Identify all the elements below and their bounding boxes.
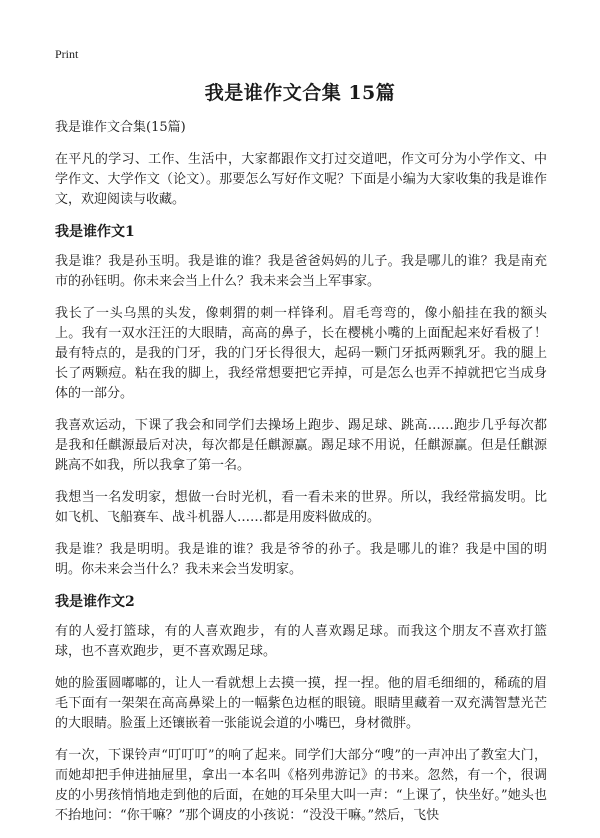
print-link[interactable]: Print (55, 47, 79, 61)
paragraph: 我想当一名发明家，想做一台时光机，看一看未来的世界。所以，我经常搞发明。比如飞机、飞船赛车、战斗机器人……都是用废料做成的。 (55, 490, 547, 525)
section-heading: 我是谁作文2 (55, 594, 135, 610)
document-subtitle: 我是谁作文合集(15篇) (55, 120, 186, 135)
document-title: 我是谁作文合集 15篇 (204, 82, 396, 104)
paragraph: 她的脸蛋圆嘟嘟的，让人一看就想上去摸一摸，捏一捏。他的眉毛细细的，稀疏的眉毛下面有一架架在高高鼻梁上的一幅紫色边框的眼镜。眼睛里藏着一双充满智慧光芒的大眼睛。脸蛋上还镶嵌着一张能说会道的小嘴巴，身材微胖。 (55, 676, 547, 731)
paragraph: 有一次，下课铃声“叮叮叮”的响了起来。同学们大部分“嗖”的一声冲出了教室大门，而她却把手伸进抽屉里，拿出一本名叫《格列弗游记》的书来。忽然，有一个，很调皮的小男孩悄悄地走到他的后面，在她的耳朵里大叫一声：“上课了，快坐好。”她头也不抬地问：“你干嘛？”那个调皮的小孩说：“没没干嘛。”然后，飞快 (55, 748, 547, 823)
paragraph: 我长了一头乌黑的头发，像刺猬的刺一样锋利。眉毛弯弯的，像小船挂在我的额头上。我有一双水汪汪的大眼睛，高高的鼻子，长在樱桃小嘴的上面配起来好看极了！最有特点的，是我的门牙，我的门牙长得很大，起码一颗门牙抵两颗乳牙。我的腿上长了两颗痘。粘在我的脚上，我经常想要把它弄掉，可是怎么也弄不掉就把它当成身体的一部分。 (55, 306, 547, 401)
paragraph: 我喜欢运动，下课了我会和同学们去操场上跑步、踢足球、跳高……跑步几乎每次都是我和任麒源最后对决，每次都是任麒源赢。踢足球不用说，任麒源赢。但是任麒源跳高不如我，所以我拿了第一名。 (55, 418, 547, 473)
section-heading: 我是谁作文1 (55, 224, 135, 240)
paragraph: 我是谁？我是孙玉明。我是谁的谁？我是爸爸妈妈的儿子。我是哪儿的谁？我是南充市的孙钰明。你未来会当上什么？我未来会当上军事家。 (55, 254, 547, 289)
paragraph: 我是谁？我是明明。我是谁的谁？我是爷爷的孙子。我是哪儿的谁？我是中国的明明。你未来会当什么？我未来会当发明家。 (55, 542, 547, 577)
document-body (55, 118, 547, 838)
paragraph: 有的人爱打篮球，有的人喜欢跑步，有的人喜欢踢足球。而我这个朋友不喜欢打篮球，也不喜欢跑步，更不喜欢踢足球。 (55, 624, 547, 659)
intro-paragraph: 在平凡的学习、工作、生活中，大家都跟作文打过交道吧，作文可分为小学作文、中学作文、大学作文（论文）。那要怎么写好作文呢？下面是小编为大家收集的我是谁作文，欢迎阅读与收藏。 (55, 152, 547, 207)
